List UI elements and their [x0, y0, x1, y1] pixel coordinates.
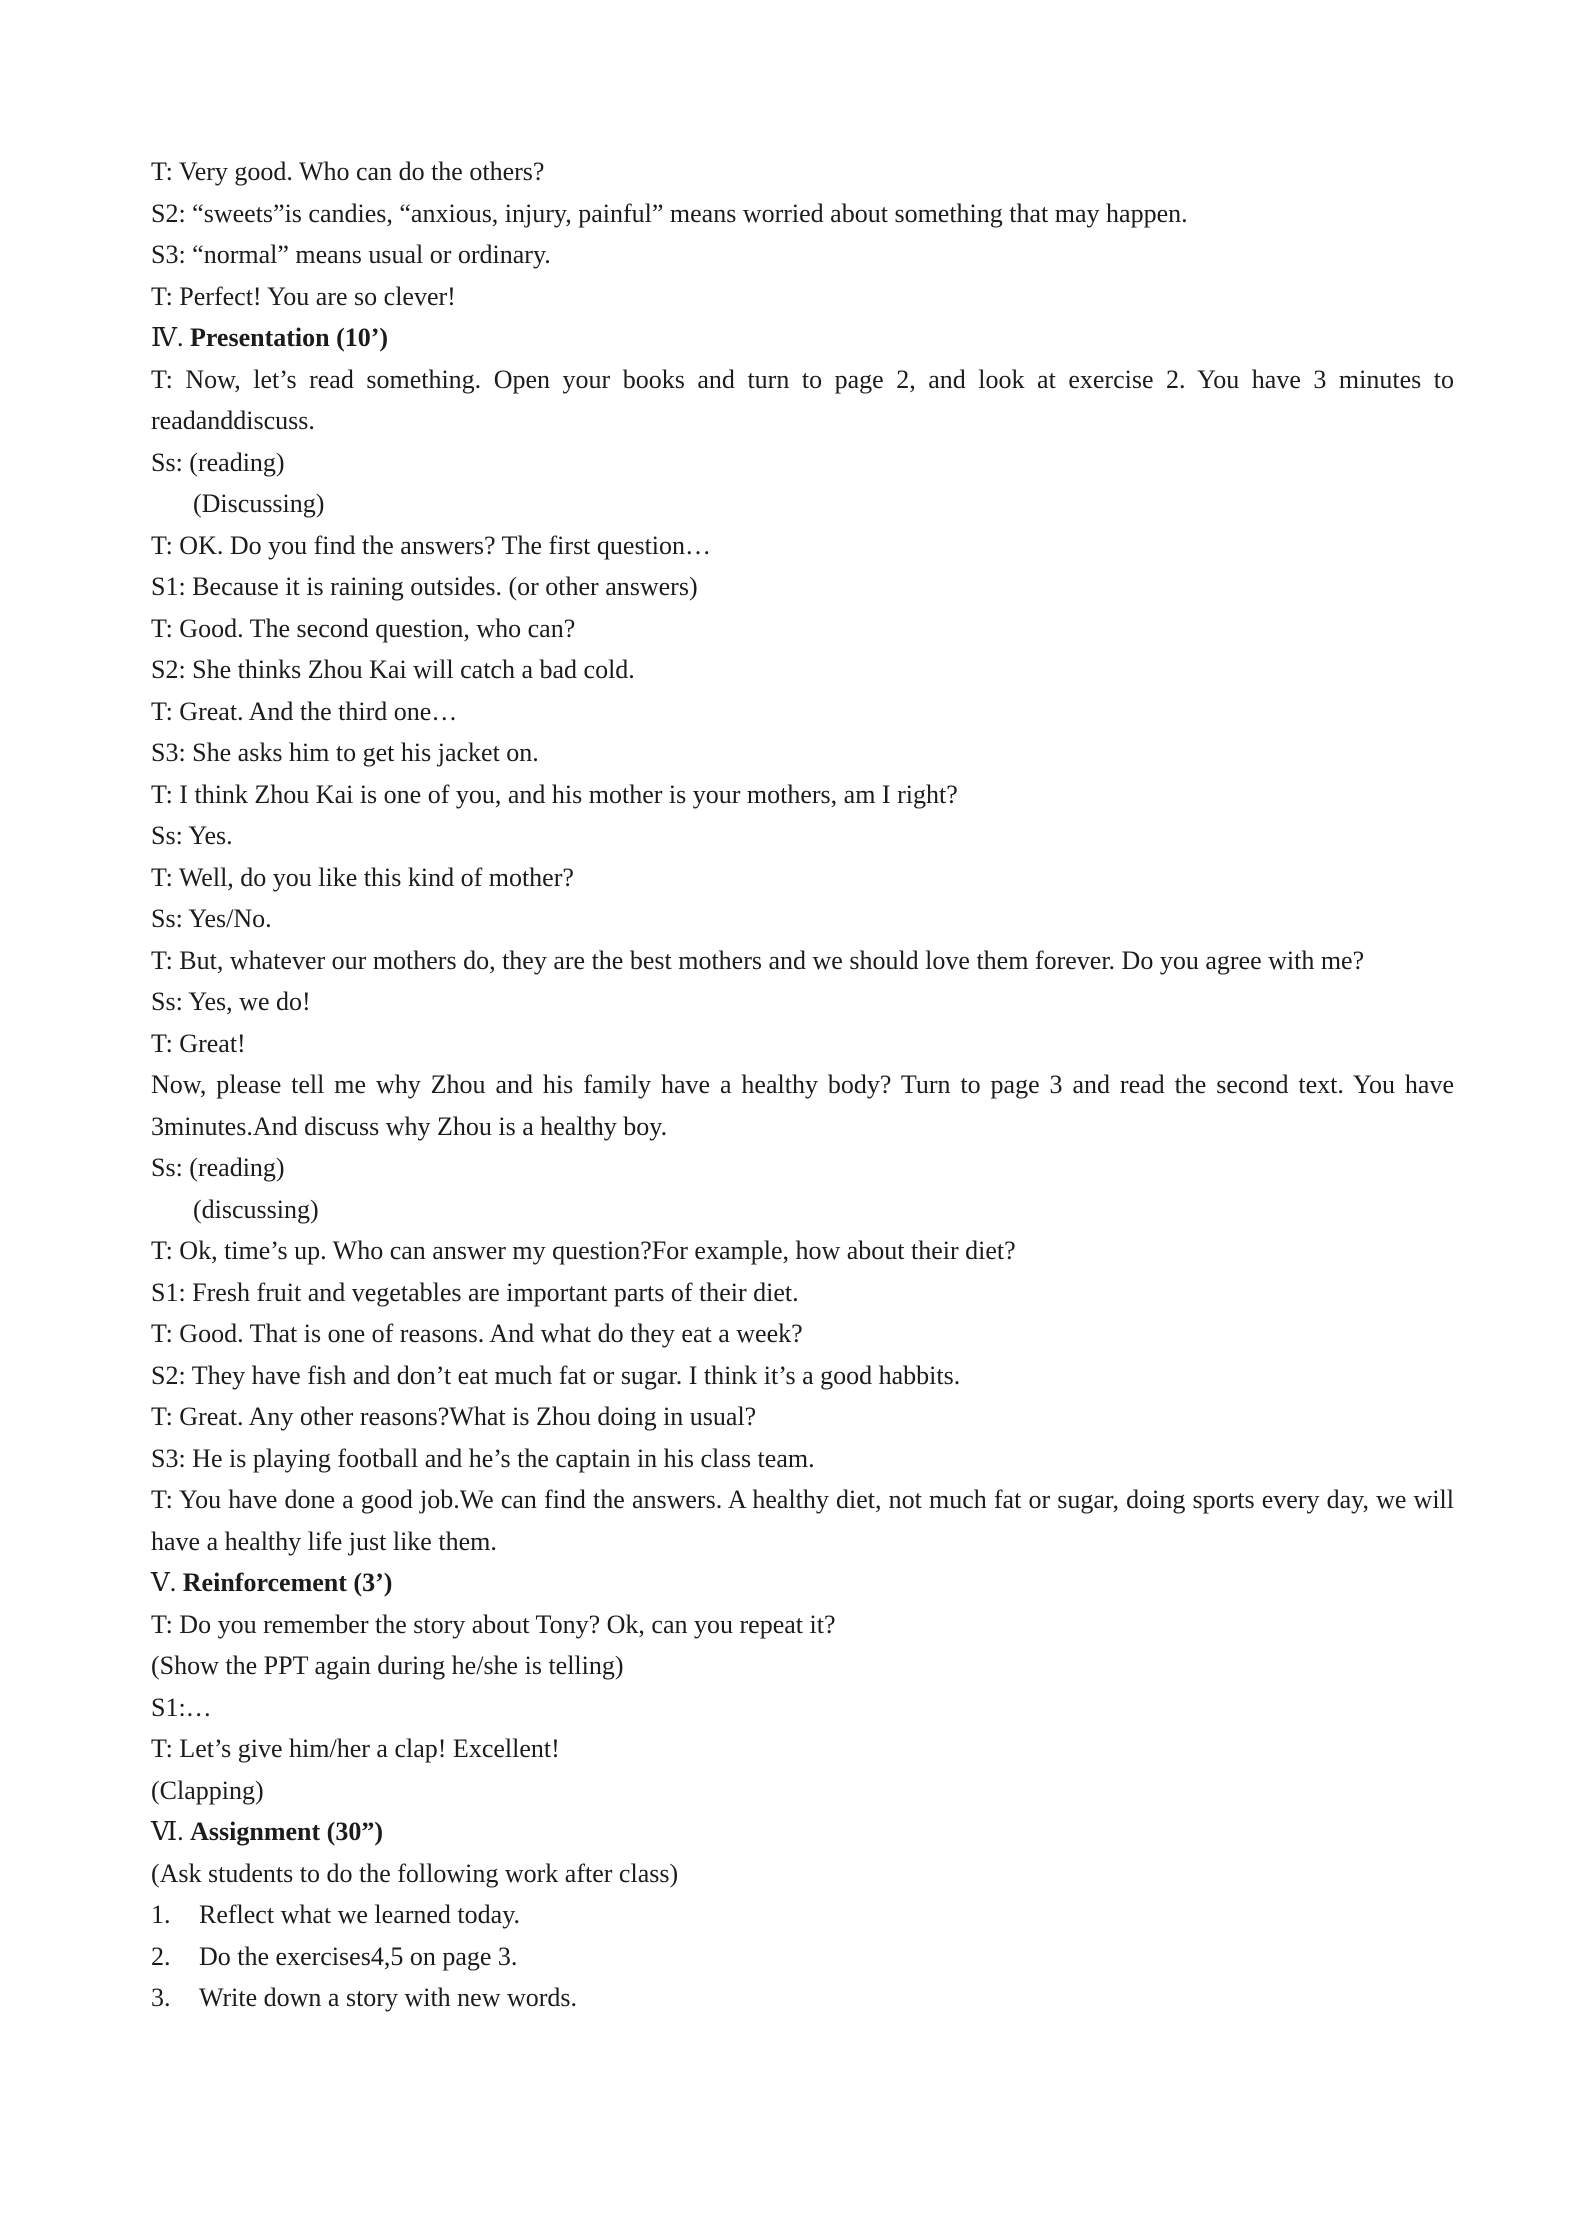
list-text: Reflect what we learned today. [199, 1900, 521, 1929]
stage-direction: (Show the PPT again during he/she is telling) [151, 1651, 624, 1680]
list-number: 1. [151, 1900, 171, 1929]
dialogue-line: Ss: (reading) [151, 447, 285, 477]
section-numeral: Ⅵ. [151, 1817, 184, 1846]
section-title: Presentation (10’) [189, 323, 389, 352]
section-heading-reinforcement [151, 1562, 1454, 1604]
dialogue-line: S3: He is playing football and he’s the captain in his class team. [151, 1443, 815, 1473]
dialogue-line: Now, please tell me why Zhou and his family have a healthy body? Turn to page 3 and read the second text. You have 3minutes.And discuss why Zhou is a healthy boy. [151, 1070, 1454, 1141]
dialogue-line: T: Do you remember the story about Tony? Ok, can you repeat it? [151, 1609, 836, 1639]
dialogue-line: T: Let’s give him/her a clap! Excellent! [151, 1734, 560, 1763]
assignment-item [151, 1977, 1454, 2019]
list-number: 2. [151, 1941, 171, 1971]
section-heading-presentation [151, 317, 1454, 359]
dialogue-line: T: Good. The second question, who can? [151, 613, 576, 643]
stage-direction: (Discussing) [193, 489, 325, 518]
dialogue-line: T: I think Zhou Kai is one of you, and his mother is your mothers, am I right? [151, 779, 958, 809]
dialogue-line: S1:… [151, 1692, 212, 1722]
dialogue-line: S2: “sweets”is candies, “anxious, injury, painful” means worried about something that may happen. [151, 198, 1188, 228]
assignment-item [151, 1936, 1454, 1978]
dialogue-line: S1: Because it is raining outsides. (or other answers) [151, 572, 698, 601]
dialogue-line: S1: Fresh fruit and vegetables are important parts of their diet. [151, 1277, 799, 1307]
dialogue-line: T: Ok, time’s up. Who can answer my question?For example, how about their diet? [151, 1236, 1016, 1265]
section-heading-assignment [151, 1811, 1454, 1853]
dialogue-line: T: Perfect! You are so clever! [151, 281, 456, 311]
dialogue-line: S3: “normal” means usual or ordinary. [151, 240, 551, 269]
assignment-item [151, 1894, 1454, 1936]
dialogue-line: T: Good. That is one of reasons. And what do they eat a week? [151, 1319, 803, 1348]
stage-direction: (Clapping) [151, 1775, 264, 1805]
stage-direction: (discussing) [193, 1194, 319, 1224]
dialogue-line: T: Very good. Who can do the others? [151, 157, 545, 186]
dialogue-line: T: You have done a good job.We can find the answers. A healthy diet, not much fat or sugar, doing sports every day, we will have a healthy life just like them. [151, 1485, 1454, 1556]
dialogue-line: T: Great. Any other reasons?What is Zhou doing in usual? [151, 1402, 757, 1431]
section-numeral: Ⅳ. [151, 323, 184, 352]
dialogue-line: T: But, whatever our mothers do, they are the best mothers and we should love them forever. Do you agree with me? [151, 945, 1365, 975]
dialogue-line: Ss: Yes, we do! [151, 987, 311, 1016]
assignment-intro: (Ask students to do the following work after class) [151, 1858, 679, 1888]
list-text: Write down a story with new words. [199, 1983, 578, 2012]
dialogue-line: Ss: Yes. [151, 821, 233, 850]
section-title: Assignment (30”) [190, 1817, 383, 1846]
list-number: 3. [151, 1983, 171, 2012]
dialogue-line: T: Well, do you like this kind of mother? [151, 862, 574, 892]
dialogue-line: S2: She thinks Zhou Kai will catch a bad cold. [151, 655, 635, 684]
dialogue-line: T: Now, let’s read something. Open your books and turn to page 2, and look at exercise 2. You have 3 minutes to readanddiscuss. [151, 364, 1454, 435]
list-text: Do the exercises4,5 on page 3. [199, 1941, 518, 1971]
dialogue-line: T: Great. And the third one… [151, 696, 458, 726]
dialogue-line: Ss: Yes/No. [151, 904, 272, 933]
dialogue-line: S2: They have fish and don’t eat much fat or sugar. I think it’s a good habbits. [151, 1360, 961, 1390]
dialogue-line: Ss: (reading) [151, 1153, 285, 1182]
dialogue-line: T: Great! [151, 1028, 246, 1058]
dialogue-line: T: OK. Do you find the answers? The first question… [151, 530, 712, 560]
section-title: Reinforcement (3’) [182, 1568, 393, 1597]
section-numeral: Ⅴ. [151, 1568, 177, 1597]
dialogue-line: S3: She asks him to get his jacket on. [151, 738, 539, 767]
